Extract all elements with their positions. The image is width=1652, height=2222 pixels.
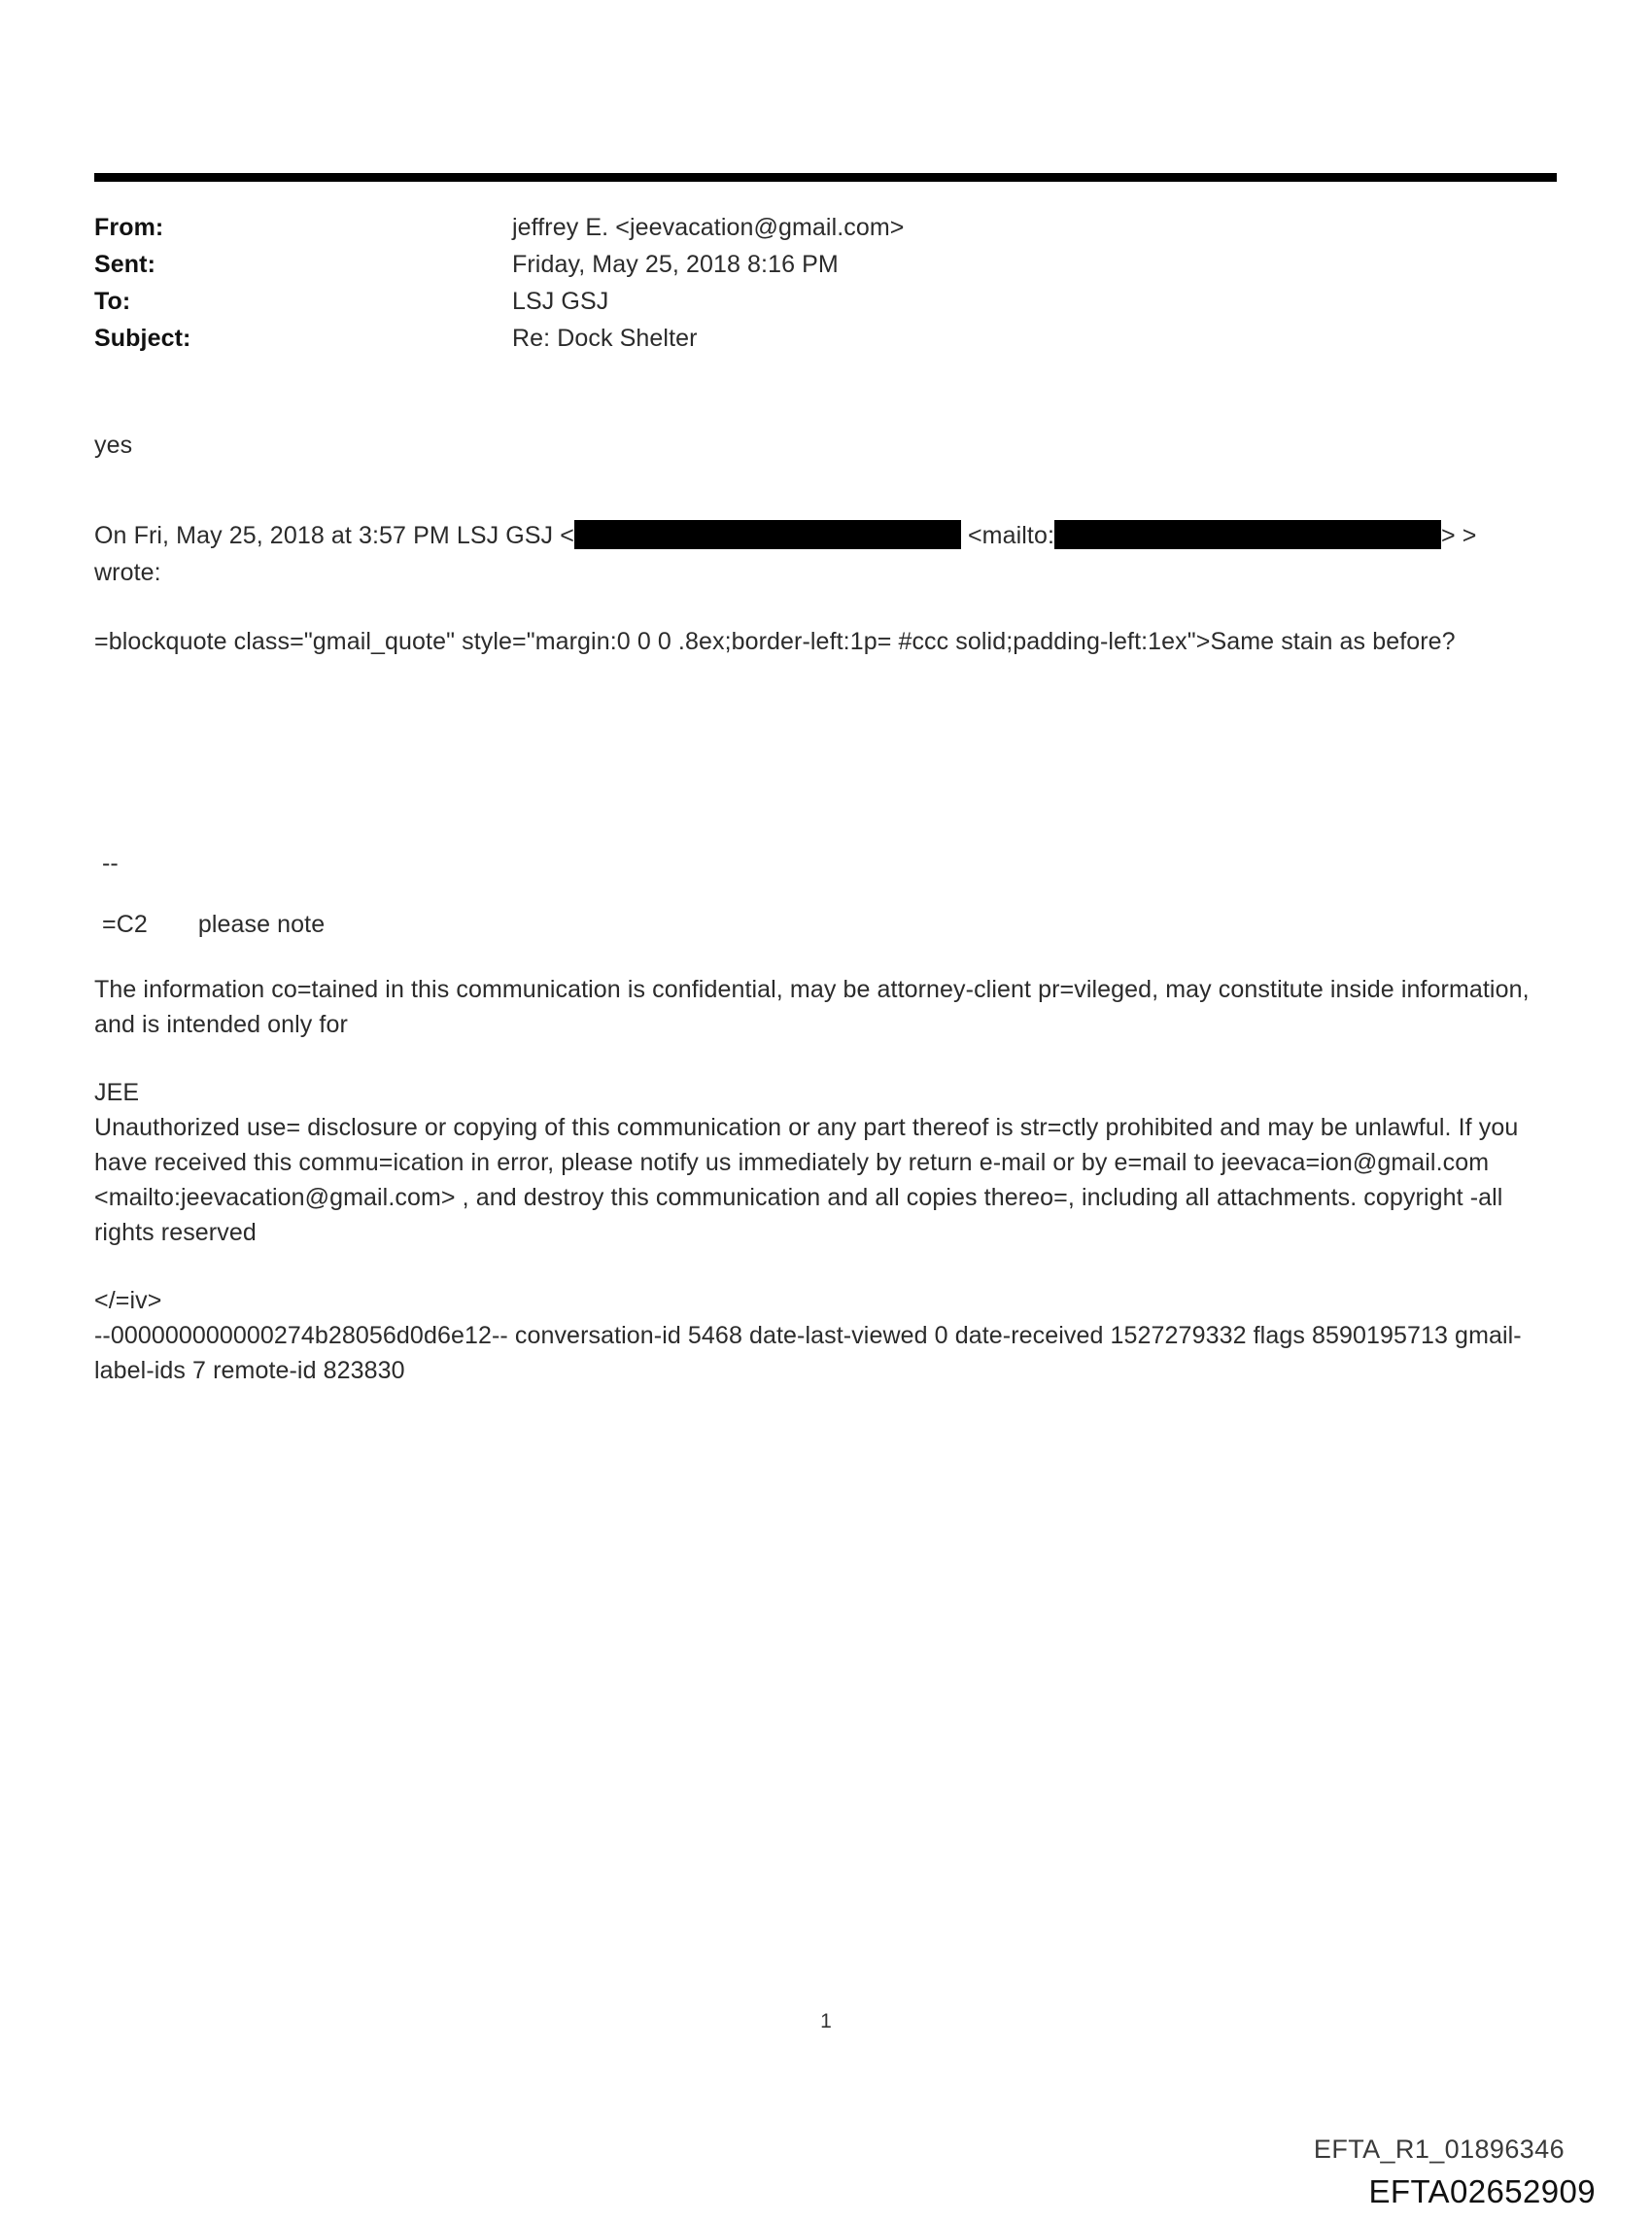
header-row-from	[94, 214, 1455, 251]
header-rule	[94, 173, 1557, 182]
page-number: 1	[820, 2010, 832, 2032]
header-row-subject	[94, 325, 1455, 362]
spacer	[94, 1250, 1542, 1283]
email-header-table	[94, 214, 1455, 362]
spacer	[94, 1042, 1542, 1075]
header-label-from: From:	[94, 214, 164, 241]
spacer	[94, 878, 1542, 911]
bates-stamp-primary: EFTA_R1_01896346	[1313, 2135, 1565, 2164]
note-code: =C2	[102, 911, 148, 938]
spacer	[94, 659, 1542, 850]
disclaimer-paragraph: Unauthorized use= disclosure or copying of this communication or any part thereof is str=ctly prohibited and may be unlawful. If you have received this commu=ication in error, please notify us immediately by return e-mail or by e=mail to jeevaca=ion@gmail.com <mailto:jeevacation@gmail.com> , and destroy this communication and all copies thereo=, including all attachments. copyright -all rights reserved	[94, 1114, 1519, 1246]
metadata-line: --000000000000274b28056d0d6e12-- conversation-id 5468 date-last-viewed 0 date-received 1527279332 flags 8590195713 gmail-label-ids 7 remote-id 823830	[94, 1322, 1522, 1384]
header-label-sent: Sent:	[94, 251, 155, 278]
note-line	[94, 911, 1542, 939]
spacer	[94, 591, 1542, 624]
signature-separator: --	[102, 850, 119, 877]
header-value-from: jeffrey E. <jeevacation@gmail.com>	[512, 214, 905, 241]
header-label-subject: Subject:	[94, 325, 191, 352]
quote-attribution-middle: <mailto:	[967, 522, 1055, 549]
header-row-sent	[94, 251, 1455, 288]
header-value-subject: Re: Dock Shelter	[512, 325, 698, 352]
spacer	[94, 939, 1542, 972]
header-label-to: To:	[94, 288, 131, 315]
email-body	[94, 428, 1542, 1388]
blockquote-markup-text: =blockquote class="gmail_quote" style="margin:0 0 0 .8ex;border-left:1p= #ccc solid;padding-left:1ex">Same stain as before?	[94, 628, 1456, 655]
spacer	[94, 463, 1542, 517]
reply-text: yes	[94, 432, 133, 459]
bates-stamp-secondary: EFTA02652909	[1368, 2173, 1596, 2209]
header-value-sent: Friday, May 25, 2018 8:16 PM	[512, 251, 839, 278]
quote-attribution-prefix: On Fri, May 25, 2018 at 3:57 PM LSJ GSJ <	[94, 522, 574, 549]
closing-tag-text: </=iv>	[94, 1287, 162, 1314]
redaction-block-2	[1054, 520, 1441, 549]
note-text: please note	[197, 911, 326, 938]
header-value-to: LSJ GSJ	[512, 288, 609, 315]
quote-attribution-second-line: wrote:	[94, 559, 161, 586]
confidentiality-paragraph: The information co=tained in this communication is confidential, may be attorney-client pr=vileged, may constitute inside information, and is intended only for	[94, 976, 1530, 1038]
header-row-to	[94, 288, 1455, 325]
signer-initials: JEE	[94, 1079, 140, 1106]
redaction-block-1	[574, 520, 961, 549]
quote-attribution-line	[94, 517, 1542, 554]
quote-attribution-suffix: > >	[1441, 522, 1477, 549]
